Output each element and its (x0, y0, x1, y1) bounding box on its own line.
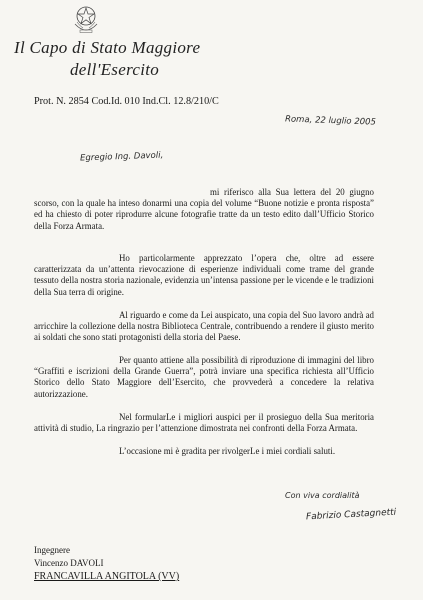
body-paragraph: L’occasione mi è gradita per rivolgerLe i miei cordiali saluti. (119, 446, 336, 456)
body-paragraph: Per quanto attiene alla possibilità di riproduzione di immagini del libro “Graffiti e iscrizioni della Grande Guerra”, potrà inviare una specifica richiesta all’Ufficio Storico dello Stato Maggiore dell’Esercito, che provvederà a concedere la relativa autorizzazione. (34, 355, 374, 399)
body-paragraph: Ho particolarmente apprezzato l’opera che, oltre ad essere caratterizzata da un’attenta rievocazione di esperienze individuali come trame del grande tessuto della nostra storia nazionale, evidenzia un’intensa passione per le vicende e le tradizioni della Sua terra di origine. (34, 253, 374, 297)
header-subtitle: dell'Esercito (70, 60, 160, 79)
recipient-name: Vincenzo DAVOLI (34, 558, 104, 568)
body-paragraph: mi riferisco alla Sua lettera del 20 giugno scorso, con la quale ha inteso donarmi una copia del volume “Buone notizie e pronta risposta” ed ha chiesto di poter riprodurre alcune fotografie tratte da un testo edito dall’Ufficio Storico della Forza Armata. (34, 187, 374, 231)
body-paragraph: Al riguardo e come da Lei auspicato, una copia del Suo lavoro andrà ad arricchire la collezione della nostra Biblioteca Centrale, contribuendo a rendere il giusto merito ai soldati che sono stati protagonisti della storia del Paese. (34, 310, 374, 343)
protocol-number: Prot. N. 2854 Cod.Id. 010 Ind.Cl. 12.8/210/C (34, 96, 219, 107)
handwritten-date: Roma, 22 luglio 2005 (284, 114, 377, 128)
handwritten-closing: Con viva cordialità (285, 491, 360, 500)
handwritten-signature: Fabrizio Castagnetti (305, 507, 397, 523)
recipient-title: Ingegnere (34, 545, 70, 555)
handwritten-salutation: Egregio Ing. Davoli, (79, 150, 164, 164)
header-title: Il Capo di Stato Maggiore (14, 38, 201, 57)
italian-republic-emblem-icon (71, 2, 101, 36)
recipient-city: FRANCAVILLA ANGITOLA (VV) (34, 571, 180, 582)
body-paragraph: Nel formularLe i migliori auspici per il prosieguo della Sua meritoria attività di studio, La ringrazio per l’attenzione dimostrata nei confronti della Forza Armata. (34, 412, 374, 434)
